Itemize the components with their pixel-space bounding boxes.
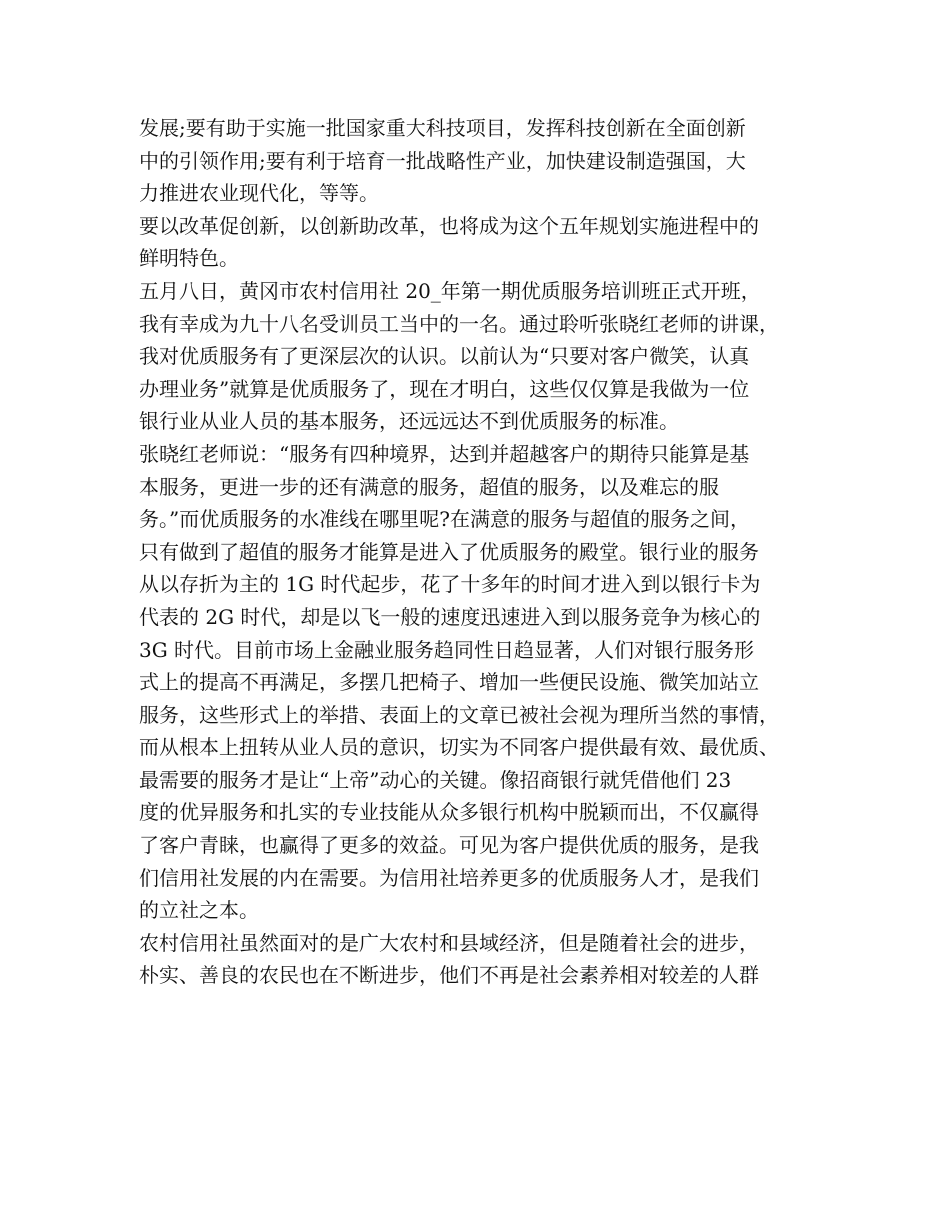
text-line: 鲜明特色。: [139, 246, 239, 271]
text-line: 朴实、善良的农民也在不断进步，他们不再是社会素养相对较差的人群: [139, 963, 759, 988]
text-line: 务。”而优质服务的水准线在哪里呢?在满意的服务与超值的服务之间，: [139, 507, 750, 532]
text-line: 中的引领作用;要有利于培育一批战略性产业，加快建设制造强国，大: [139, 148, 746, 173]
text-line: 银行业从业人员的基本服务，还远远达不到优质服务的标准。: [139, 409, 679, 434]
paragraph-5: [139, 927, 829, 992]
text-line: 我有幸成为九十八名受训员工当中的一名。通过聆听张晓红老师的讲课，: [139, 311, 779, 336]
text-line: 力推进农业现代化，等等。: [139, 181, 379, 206]
text-line: 了客户青睐，也赢得了更多的效益。可见为客户提供优质的服务，是我: [139, 833, 759, 858]
text-line: 而从根本上扭转从业人员的意识，切实为不同客户提供最有效、最优质、: [139, 735, 779, 760]
text-line: 们信用社发展的内在需要。为信用社培养更多的优质服务人才，是我们: [139, 865, 759, 890]
paragraph-3: [139, 275, 829, 438]
text-line: 从以存折为主的 1G 时代起步，花了十多年的时间才进入到以银行卡为: [139, 572, 761, 597]
text-line: 办理业务”就算是优质服务了，现在才明白，这些仅仅算是我做为一位: [139, 376, 750, 401]
text-line: 最需要的服务才是让“上帝”动心的关键。像招商银行就凭借他们 23: [139, 767, 732, 792]
paragraph-4: [139, 438, 829, 927]
paragraph-1: [139, 112, 829, 210]
text-line: 服务，这些形式上的举措、表面上的文章已被社会视为理所当然的事情，: [139, 702, 779, 727]
text-line: 式上的提高不再满足，多摆几把椅子、增加一些便民设施、微笑加站立: [139, 670, 759, 695]
paragraph-2: [139, 210, 829, 275]
text-line: 代表的 2G 时代，却是以飞一般的速度迅速进入到以服务竞争为核心的: [139, 604, 761, 629]
text-line: 我对优质服务有了更深层次的认识。以前认为“只要对客户微笑，认真: [139, 344, 750, 369]
text-line: 3G 时代。目前市场上金融业服务趋同性日趋显著，人们对银行服务形: [139, 637, 755, 662]
text-line: 农村信用社虽然面对的是广大农村和县域经济，但是随着社会的进步，: [139, 930, 759, 955]
text-line: 五月八日，黄冈市农村信用社 20_年第一期优质服务培训班正式开班，: [139, 278, 761, 303]
text-line: 本服务，更进一步的还有满意的服务，超值的服务，以及难忘的服: [139, 474, 719, 499]
text-line: 发展;要有助于实施一批国家重大科技项目，发挥科技创新在全面创新: [139, 116, 746, 140]
text-line: 张晓红老师说：“服务有四种境界，达到并超越客户的期待只能算是基: [139, 441, 750, 466]
text-line: 度的优异服务和扎实的专业技能从众多银行机构中脱颖而出，不仅赢得: [139, 800, 759, 825]
text-line: 的立社之本。: [139, 898, 259, 923]
text-line: 要以改革促创新，以创新助改革，也将成为这个五年规划实施进程中的: [139, 213, 759, 238]
document-page: [139, 112, 829, 992]
text-line: 只有做到了超值的服务才能算是进入了优质服务的殿堂。银行业的服务: [139, 539, 759, 564]
